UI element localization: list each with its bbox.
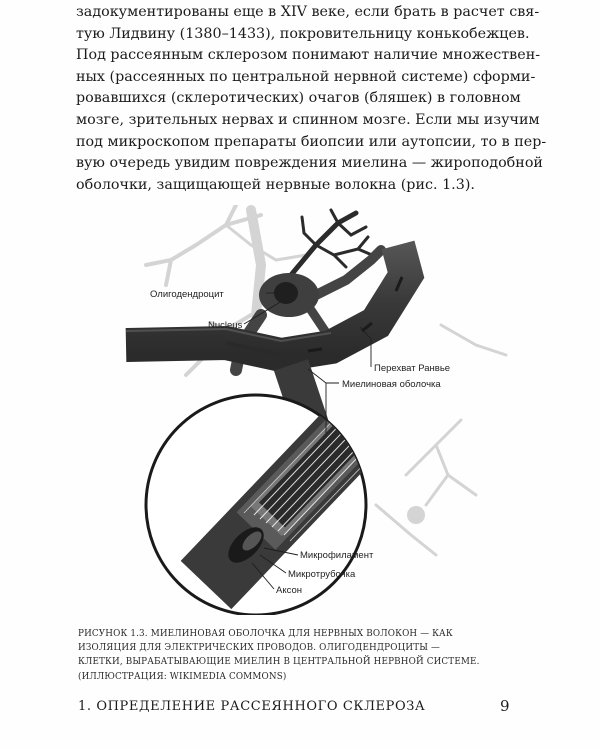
label-microfilament: Микрофиламент bbox=[300, 550, 374, 561]
label-microtubule: Микротрубочка bbox=[288, 569, 356, 580]
label-oligodendrocyte: Олигодендроцит bbox=[150, 289, 224, 300]
caption-line: (ИЛЛЮСТРАЦИЯ: WIKIMEDIA COMMONS) bbox=[78, 671, 287, 682]
caption-line: РИСУНОК 1.3. МИЕЛИНОВАЯ ОБОЛОЧКА ДЛЯ НЕРВНЫХ ВОЛОКОН — КАК bbox=[78, 629, 453, 639]
page-number: 9 bbox=[500, 697, 510, 715]
body-paragraph bbox=[76, 2, 547, 196]
body-line: вую очередь увидим повреждения миелина — жироподобной bbox=[76, 155, 543, 172]
running-footer-chapter: 1. ОПРЕДЕЛЕНИЕ РАССЕЯННОГО СКЛЕРОЗА bbox=[78, 699, 426, 714]
body-line: ровавшихся (склеротических) очагов (бляшек) в головном bbox=[76, 90, 521, 107]
label-nucleus: Nucleus bbox=[208, 320, 243, 331]
caption-line: ИЗОЛЯЦИЯ ДЛЯ ЭЛЕКТРИЧЕСКИХ ПРОВОДОВ. ОЛИГОДЕНДРОЦИТЫ — bbox=[78, 643, 440, 654]
myelin-figure bbox=[76, 205, 516, 615]
body-line: ных (рассеянных по центральной нервной системе) сформи- bbox=[76, 68, 536, 85]
figure-caption bbox=[78, 627, 518, 684]
label-myelin-sheath: Миелиновая оболочка bbox=[342, 379, 441, 390]
body-line: Под рассеянным склерозом понимают наличие множествен- bbox=[76, 47, 541, 64]
body-line: тую Лидвину (1380–1433), покровительницу конькобежцев. bbox=[76, 25, 530, 42]
label-axon: Аксон bbox=[276, 585, 302, 596]
body-line: задокументированы еще в XIV веке, если брать в расчет свя- bbox=[76, 4, 540, 20]
caption-line: КЛЕТКИ, ВЫРАБАТЫВАЮЩИЕ МИЕЛИН В ЦЕНТРАЛЬНОЙ НЕРВНОЙ СИСТЕМЕ. bbox=[78, 657, 480, 668]
body-line: мозге, зрительных нервах и спинном мозге. Если мы изучим bbox=[76, 111, 540, 128]
body-line: под микроскопом препараты биопсии или аутопсии, то в пер- bbox=[76, 133, 547, 150]
body-line: оболочки, защищающей нервные волокна (рис. 1.3). bbox=[76, 176, 475, 193]
label-node-of-ranvier: Перехват Ранвье bbox=[374, 363, 451, 374]
myelin-illustration bbox=[76, 205, 516, 615]
